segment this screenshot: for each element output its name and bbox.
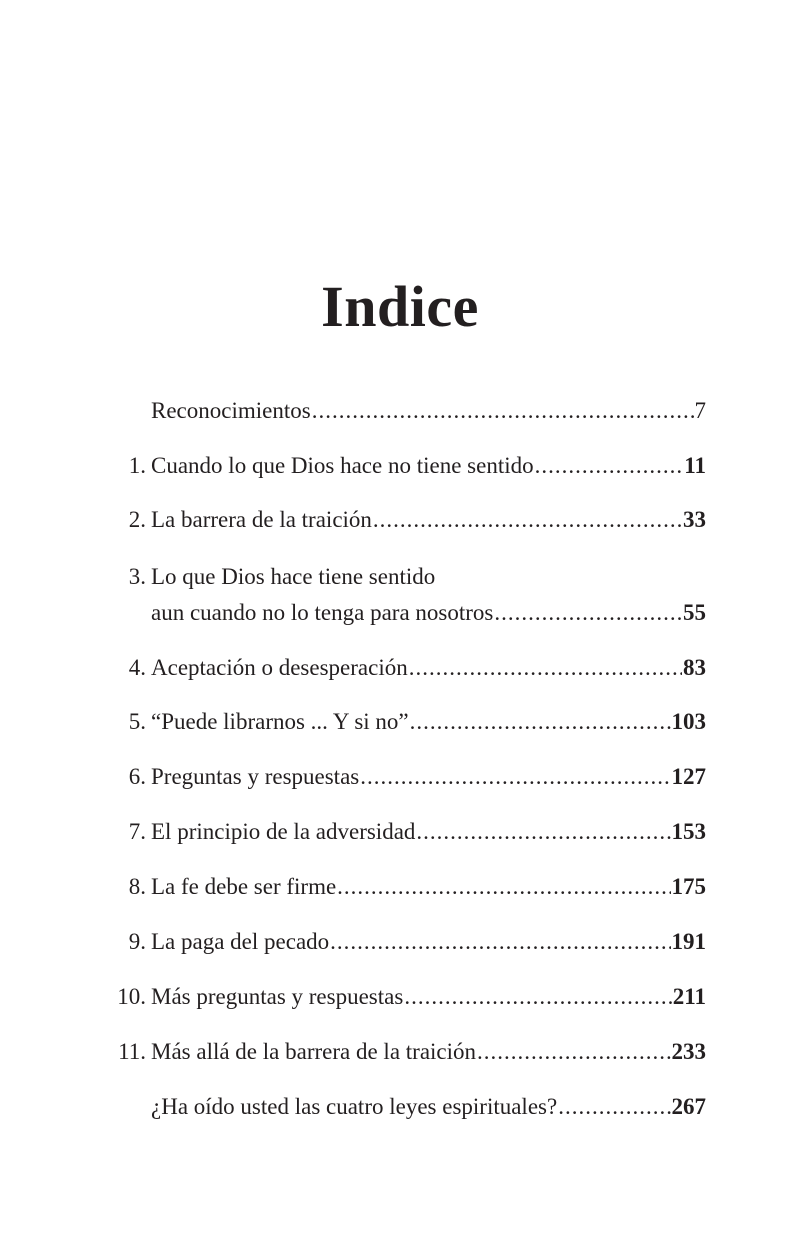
toc-entry-title: Más allá de la barrera de la traición [151, 1039, 477, 1064]
toc-entry-page: 7 [694, 398, 706, 423]
toc-entry-title: La fe debe ser firme [151, 874, 337, 899]
dot-leader [535, 451, 684, 481]
toc-entry-acknowledgements[interactable] [110, 396, 706, 426]
toc-entry-chapter-6[interactable] [110, 762, 706, 792]
toc-entry-chapter-3[interactable] [110, 562, 706, 628]
dot-leader [558, 1092, 670, 1122]
toc-entry-number: 2. [128, 507, 146, 532]
toc-entry-number: 8. [128, 874, 146, 899]
toc-entry-title: Cuando lo que Dios hace no tiene sentido [151, 453, 534, 478]
toc-entry-page: 11 [684, 453, 706, 478]
toc-entry-title: La paga del pecado [151, 929, 330, 954]
toc-entry-title-continued: aun cuando no lo tenga para nosotros [151, 600, 494, 625]
dot-leader [360, 762, 670, 792]
dot-leader [373, 505, 682, 535]
toc-entry-appendix[interactable] [110, 1092, 706, 1122]
toc-entry-title: Preguntas y respuestas [151, 764, 360, 789]
toc-entry-title: Más preguntas y respuestas [151, 984, 404, 1009]
toc-entry-chapter-8[interactable] [110, 872, 706, 902]
dot-leader [477, 1037, 670, 1067]
toc-entry-chapter-1[interactable] [110, 451, 706, 481]
dot-leader [409, 653, 682, 683]
toc-entry-number: 3. [128, 564, 146, 589]
toc-entry-number: 6. [128, 764, 146, 789]
toc-entry-number: 10. [117, 984, 146, 1009]
dot-leader [494, 598, 682, 628]
toc-entry-page: 175 [671, 874, 706, 899]
toc-entry-page: 33 [683, 507, 706, 532]
toc-entry-number: 9. [128, 929, 146, 954]
toc-entry-title: “Puede librarnos ... Y si no” [151, 709, 409, 734]
toc-entry-chapter-5[interactable] [110, 707, 706, 737]
toc-entry-page: 267 [671, 1094, 706, 1119]
toc-entry-number: 4. [128, 655, 146, 680]
toc-entry-chapter-10[interactable] [110, 982, 706, 1012]
toc-entry-title: Reconocimientos [151, 398, 311, 423]
page-title: Indice [321, 274, 479, 339]
toc-entry-chapter-11[interactable] [110, 1037, 706, 1067]
toc-entry-title: El principio de la adversidad [151, 819, 416, 844]
dot-leader [416, 817, 670, 847]
dot-leader [404, 982, 671, 1012]
toc-entry-page: 127 [671, 764, 706, 789]
toc-entry-page: 153 [671, 819, 706, 844]
toc-entry-number: 7. [128, 819, 146, 844]
toc-entry-title: La barrera de la traición [151, 507, 372, 532]
toc-entry-title: Lo que Dios hace tiene sentido [151, 564, 436, 589]
toc-entry-number: 11. [118, 1039, 146, 1064]
toc-entry-number: 1. [128, 453, 146, 478]
dot-leader [330, 927, 670, 957]
toc-entry-chapter-4[interactable] [110, 653, 706, 683]
dot-leader [410, 707, 671, 737]
toc-entry-page: 211 [672, 984, 706, 1009]
toc-entry-chapter-7[interactable] [110, 817, 706, 847]
toc-entry-page: 83 [683, 655, 706, 680]
dot-leader [312, 396, 694, 426]
toc-entry-page: 191 [671, 929, 706, 954]
toc-entry-page: 233 [671, 1039, 706, 1064]
toc-entry-number: 5. [128, 709, 146, 734]
toc-entry-chapter-9[interactable] [110, 927, 706, 957]
toc-entry-title: ¿Ha oído usted las cuatro leyes espirituales? [151, 1094, 558, 1119]
toc-entry-page: 55 [683, 600, 706, 625]
toc-entry-page: 103 [671, 709, 706, 734]
dot-leader [337, 872, 670, 902]
toc-entry-chapter-2[interactable] [110, 505, 706, 535]
toc-entry-title: Aceptación o desesperación [151, 655, 408, 680]
